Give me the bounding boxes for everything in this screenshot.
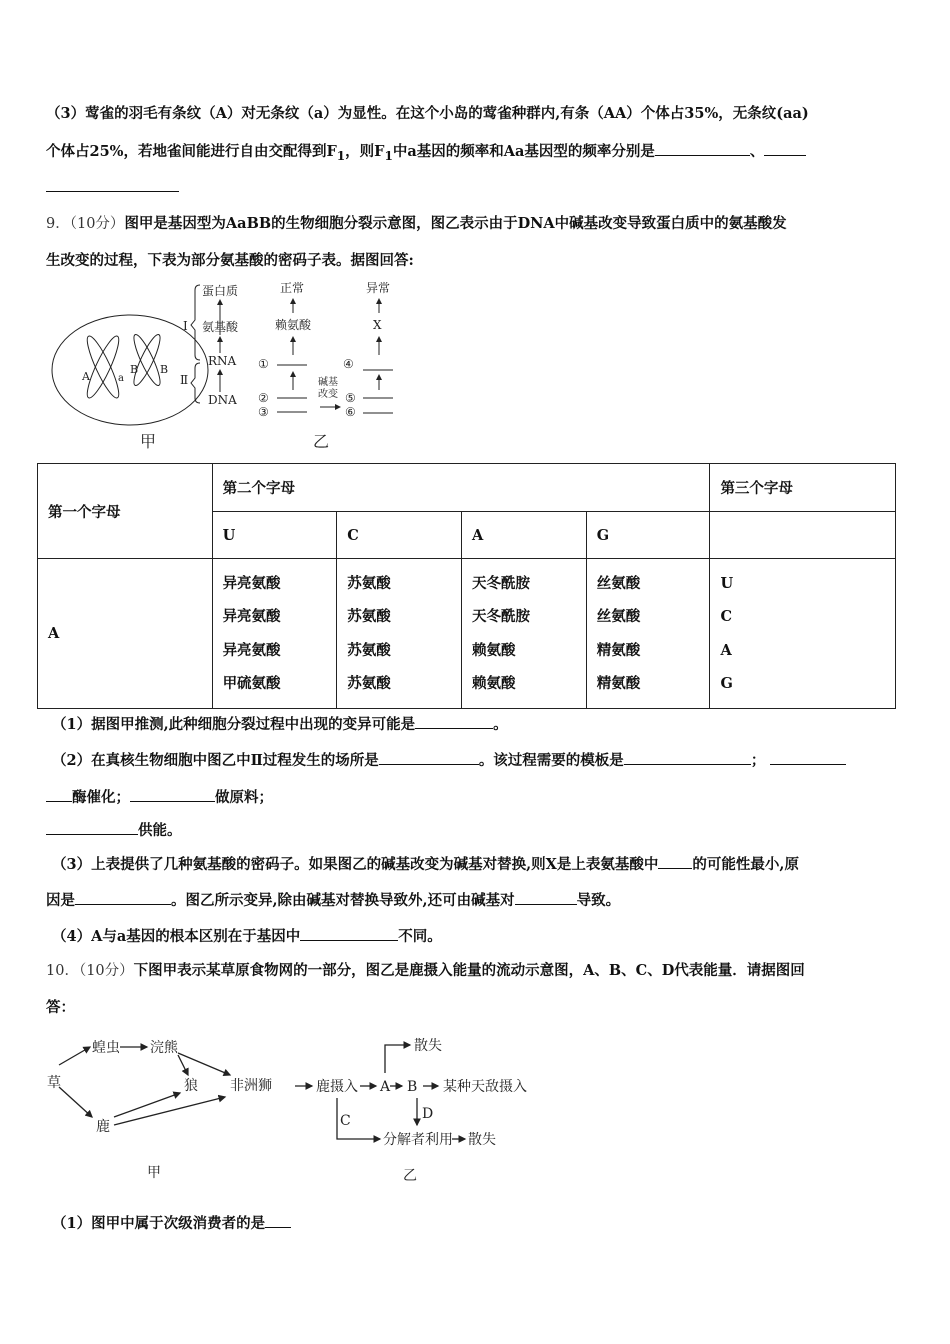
q9-2: （2）在真核生物细胞中图乙中Ⅱ过程发生的场所是 。该过程需要的模板是 ； [52, 749, 846, 770]
first-letter-cell: A [38, 559, 213, 709]
node-A: A [380, 1079, 391, 1095]
node-locust: 蝗虫 [92, 1040, 120, 1056]
q10-line2: 答： [46, 999, 75, 1016]
text: 生改变的过程，下表为部分氨基酸的密码子表。据图回答: [46, 252, 414, 269]
codon-cell: 异亮氨酸 异亮氨酸 异亮氨酸 甲硫氨酸 [212, 559, 337, 709]
answer-blank[interactable] [658, 854, 692, 870]
energy-flow [295, 1037, 527, 1184]
gene-label: A [82, 370, 90, 383]
col-header: C [337, 512, 462, 559]
node-wolf: 狼 [184, 1078, 198, 1094]
col-header: U [212, 512, 337, 559]
label: X [373, 318, 382, 332]
node-enemy: 某种天敌摄入 [443, 1079, 527, 1095]
text: 、 [749, 143, 765, 160]
label: 碱基 [318, 377, 338, 388]
node-deer: 鹿 [96, 1119, 110, 1135]
node-B: B [407, 1079, 418, 1095]
codon-cell: 苏氨酸 苏氨酸 苏氨酸 苏氨酸 [337, 559, 462, 709]
label: ⑥ [345, 405, 356, 419]
label: DNA [208, 393, 237, 407]
text: 中a基因的频率和Aa基因型的频率分别是 [392, 143, 655, 160]
answer-blank[interactable] [46, 820, 138, 836]
label: Ⅱ [180, 373, 189, 387]
q9-4: （4）A与a基因的根本区别在于基因中 不同。 [52, 925, 442, 946]
subscript: 1 [336, 148, 346, 163]
node-intake: 鹿摄入 [316, 1079, 358, 1095]
figure-label: 乙 [403, 1168, 417, 1184]
answer-blank[interactable] [764, 141, 806, 157]
label: 氨基酸 [202, 320, 239, 334]
figure-label: 甲 [140, 432, 157, 450]
label: 改变 [318, 389, 338, 400]
codon-table [37, 463, 896, 709]
label: ③ [258, 405, 269, 419]
label: ② [258, 391, 269, 405]
gene-label: B [130, 363, 139, 376]
figure-label: 乙 [313, 432, 330, 450]
table-row [38, 559, 896, 709]
q10-line1: 10．（10分）下图甲表示某草原食物网的一部分，图乙是鹿摄入能量的流动示意图，A、B、C、D代表能量．请据图回 [46, 962, 805, 979]
answer-blank[interactable] [46, 787, 72, 803]
q9-1: （1）据图甲推测,此种细胞分裂过程中出现的变异可能是 。 [52, 713, 508, 734]
label: ⑤ [345, 391, 356, 405]
q9-3: （3）上表提供了几种氨基酸的密码子。如果图乙的碱基改变为碱基对替换,则X是上表氨基酸中 的可能性最小,原 [52, 853, 799, 874]
answer-blank[interactable] [770, 750, 846, 766]
answer-blank[interactable] [75, 890, 171, 906]
label: Ⅰ [183, 319, 188, 333]
label: ④ [343, 357, 354, 371]
answer-blank[interactable] [515, 890, 577, 906]
subscript: 1 [384, 148, 393, 163]
answer-blank[interactable] [46, 176, 179, 192]
label: ① [258, 357, 269, 371]
figure-9 [40, 275, 420, 450]
q10-1: （1）图甲中属于次级消费者的是 [52, 1212, 291, 1233]
gene-label: a [118, 373, 124, 384]
q8-3-line3 [46, 176, 179, 196]
question-number: 9．（10分） [46, 216, 125, 232]
q9-2-cont2: 供能。 [46, 819, 182, 840]
q9-3-cont: 因是 。图乙所示变异,除由碱基对替换导致外,还可由碱基对 导致。 [46, 889, 620, 910]
label: 异常 [366, 281, 391, 295]
header-first-letter: 第一个字母 [38, 464, 213, 559]
header-third-letter: 第三个字母 [710, 464, 896, 512]
node-lost: 散失 [414, 1038, 442, 1054]
label: 赖氨酸 [275, 318, 312, 332]
figure-10 [40, 1025, 540, 1195]
q9-2-cont: 酶催化； 做原料； [46, 786, 273, 807]
col-header: A [462, 512, 587, 559]
label: 蛋白质 [202, 284, 239, 298]
text: 个体占25%，若地雀间能进行自由交配得到F [46, 143, 337, 160]
text: （3）莺雀的羽毛有条纹（A）对无条纹（a）为显性。在这个小岛的莺雀种群内,有条（AA）个体占35%，无条纹(aa) [46, 105, 809, 122]
q8-3-line2 [46, 140, 806, 163]
text: 图甲是基因型为AaBB的生物细胞分裂示意图，图乙表示由于DNA中碱基改变导致蛋白质中的氨基酸发 [124, 215, 787, 232]
q9-line1 [46, 212, 787, 233]
text: ，则F [345, 143, 385, 160]
node-lion: 非洲狮 [230, 1078, 272, 1094]
answer-blank[interactable] [130, 787, 215, 803]
answer-blank[interactable] [415, 714, 493, 730]
header-second-letter: 第二个字母 [212, 464, 710, 512]
flow-diagram [180, 280, 393, 450]
answer-blank[interactable] [624, 750, 751, 766]
col-header: G [586, 512, 710, 559]
codon-cell: 丝氨酸 丝氨酸 精氨酸 精氨酸 [586, 559, 710, 709]
node-raccoon: 浣熊 [150, 1040, 178, 1056]
node-decomposer: 分解者利用 [383, 1132, 453, 1148]
label: 正常 [280, 281, 305, 295]
label: RNA [208, 354, 237, 368]
label-D: D [422, 1106, 434, 1122]
empty-cell [710, 512, 896, 559]
answer-blank[interactable] [655, 141, 750, 157]
node-grass: 草 [47, 1075, 61, 1091]
food-web [47, 1039, 272, 1181]
label-C: C [340, 1113, 351, 1129]
answer-blank[interactable] [300, 926, 398, 942]
figure-label: 甲 [147, 1165, 161, 1181]
node-lost: 散失 [468, 1132, 496, 1148]
answer-blank[interactable] [379, 750, 479, 766]
gene-label: B [160, 363, 169, 376]
third-letter-cell: U C A G [710, 559, 896, 709]
codon-cell: 天冬酰胺 天冬酰胺 赖氨酸 赖氨酸 [462, 559, 587, 709]
q9-line2 [46, 249, 414, 270]
answer-blank[interactable] [265, 1213, 291, 1229]
q8-3-line1 [46, 102, 809, 123]
